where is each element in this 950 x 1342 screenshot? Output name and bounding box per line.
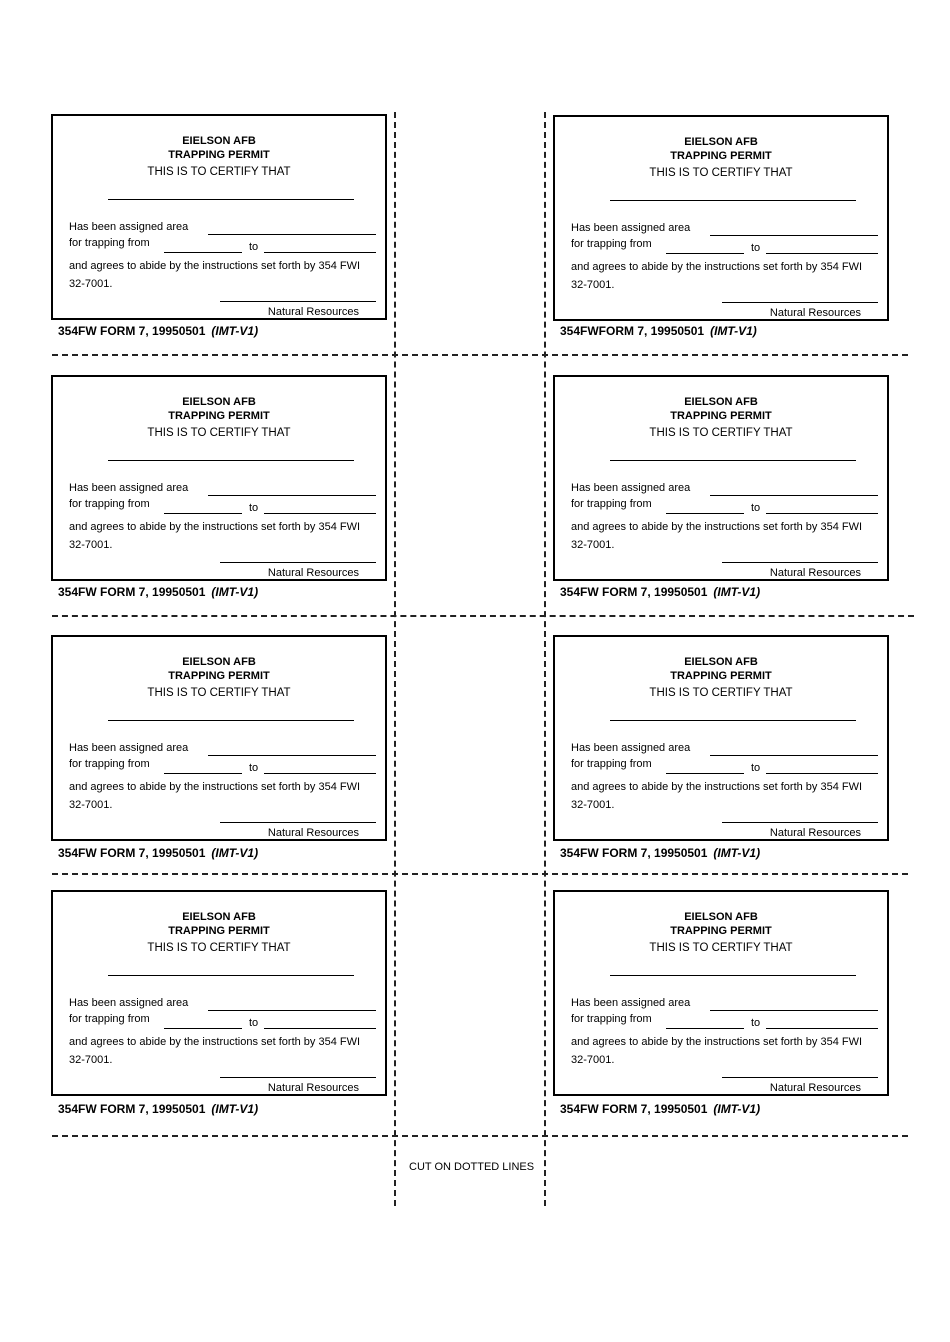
certify-text: THIS IS TO CERTIFY THAT xyxy=(147,942,291,954)
assigned-area-label: Has been assigned area xyxy=(571,742,691,754)
form-code: (IMT-V1) xyxy=(713,585,761,599)
to-label: to xyxy=(249,241,259,253)
name-field[interactable] xyxy=(108,720,354,721)
form-number: 354FW FORM 7, 19950501 xyxy=(58,846,206,860)
base-name: EIELSON AFB xyxy=(684,911,758,923)
trapping-permit-card xyxy=(553,115,889,321)
signature-label: Natural Resources xyxy=(769,1082,861,1094)
trapping-permit-card xyxy=(553,375,889,581)
signature-label: Natural Resources xyxy=(769,567,861,579)
signature-field[interactable] xyxy=(722,1077,878,1078)
to-label: to xyxy=(249,1017,259,1029)
trapping-from-label: for trapping from xyxy=(571,238,652,250)
horizontal-cut-line xyxy=(52,1135,908,1137)
signature-field[interactable] xyxy=(220,301,376,302)
trapping-to-field[interactable] xyxy=(264,252,376,253)
horizontal-cut-line xyxy=(52,354,908,356)
name-field[interactable] xyxy=(610,200,856,201)
form-code: (IMT-V1) xyxy=(211,324,259,338)
permit-title: TRAPPING PERMIT xyxy=(168,925,270,937)
permit-title: TRAPPING PERMIT xyxy=(670,670,772,682)
to-label: to xyxy=(249,762,259,774)
certify-text: THIS IS TO CERTIFY THAT xyxy=(649,427,793,439)
agreement-text-line-1: and agrees to abide by the instructions set forth by 354 FWI xyxy=(571,261,863,273)
trapping-permit-card xyxy=(51,114,387,320)
trapping-to-field[interactable] xyxy=(264,773,376,774)
agreement-text-line-1: and agrees to abide by the instructions set forth by 354 FWI xyxy=(571,781,863,793)
permit-title: TRAPPING PERMIT xyxy=(670,925,772,937)
form-number-footer xyxy=(560,324,757,338)
base-name: EIELSON AFB xyxy=(684,656,758,668)
to-label: to xyxy=(751,242,761,254)
name-field[interactable] xyxy=(610,720,856,721)
signature-field[interactable] xyxy=(722,822,878,823)
base-name: EIELSON AFB xyxy=(182,656,256,668)
certify-text: THIS IS TO CERTIFY THAT xyxy=(147,166,291,178)
form-number-footer xyxy=(560,1102,760,1116)
trapping-from-field[interactable] xyxy=(164,513,242,514)
trapping-permit-card xyxy=(553,890,889,1096)
form-number-footer xyxy=(58,585,258,599)
agreement-text-line-1: and agrees to abide by the instructions set forth by 354 FWI xyxy=(571,1036,863,1048)
trapping-from-label: for trapping from xyxy=(571,498,652,510)
certify-text: THIS IS TO CERTIFY THAT xyxy=(147,427,291,439)
form-code: (IMT-V1) xyxy=(211,1102,259,1116)
to-label: to xyxy=(751,502,761,514)
vertical-cut-line-right xyxy=(544,112,546,1206)
agreement-text-line-2: 32-7001. xyxy=(571,799,615,811)
trapping-from-field[interactable] xyxy=(666,513,744,514)
signature-field[interactable] xyxy=(220,562,376,563)
permit-title: TRAPPING PERMIT xyxy=(670,150,772,162)
base-name: EIELSON AFB xyxy=(182,135,256,147)
name-field[interactable] xyxy=(610,460,856,461)
permit-title: TRAPPING PERMIT xyxy=(168,670,270,682)
signature-label: Natural Resources xyxy=(267,1082,359,1094)
form-number: 354FWFORM 7, 19950501 xyxy=(560,324,705,338)
assigned-area-field[interactable] xyxy=(208,1010,376,1011)
to-label: to xyxy=(751,1017,761,1029)
agreement-text-line-2: 32-7001. xyxy=(571,539,615,551)
assigned-area-field[interactable] xyxy=(208,755,376,756)
trapping-to-field[interactable] xyxy=(264,1028,376,1029)
signature-field[interactable] xyxy=(220,1077,376,1078)
name-field[interactable] xyxy=(108,975,354,976)
assigned-area-label: Has been assigned area xyxy=(571,222,691,234)
assigned-area-field[interactable] xyxy=(710,235,878,236)
signature-label: Natural Resources xyxy=(769,307,861,319)
agreement-text-line-2: 32-7001. xyxy=(571,279,615,291)
certify-text: THIS IS TO CERTIFY THAT xyxy=(147,687,291,699)
form-number: 354FW FORM 7, 19950501 xyxy=(58,324,206,338)
assigned-area-field[interactable] xyxy=(208,234,376,235)
signature-label: Natural Resources xyxy=(267,827,359,839)
agreement-text-line-2: 32-7001. xyxy=(69,799,113,811)
signature-label: Natural Resources xyxy=(267,567,359,579)
assigned-area-field[interactable] xyxy=(710,755,878,756)
base-name: EIELSON AFB xyxy=(684,136,758,148)
horizontal-cut-line xyxy=(52,873,908,875)
name-field[interactable] xyxy=(108,199,354,200)
form-number-footer xyxy=(560,585,760,599)
base-name: EIELSON AFB xyxy=(684,396,758,408)
name-field[interactable] xyxy=(108,460,354,461)
name-field[interactable] xyxy=(610,975,856,976)
trapping-from-field[interactable] xyxy=(666,773,744,774)
trapping-from-field[interactable] xyxy=(666,1028,744,1029)
agreement-text-line-1: and agrees to abide by the instructions set forth by 354 FWI xyxy=(69,781,361,793)
agreement-text-line-2: 32-7001. xyxy=(69,278,113,290)
form-number: 354FW FORM 7, 19950501 xyxy=(560,585,708,599)
signature-label: Natural Resources xyxy=(267,306,359,318)
assigned-area-field[interactable] xyxy=(710,1010,878,1011)
assigned-area-label: Has been assigned area xyxy=(69,221,189,233)
to-label: to xyxy=(751,762,761,774)
form-code: (IMT-V1) xyxy=(713,846,761,860)
trapping-permit-card xyxy=(51,635,387,841)
form-number: 354FW FORM 7, 19950501 xyxy=(58,1102,206,1116)
trapping-from-label: for trapping from xyxy=(571,758,652,770)
assigned-area-label: Has been assigned area xyxy=(69,742,189,754)
signature-field[interactable] xyxy=(722,302,878,303)
trapping-from-label: for trapping from xyxy=(69,1013,150,1025)
trapping-to-field[interactable] xyxy=(766,1028,878,1029)
certify-text: THIS IS TO CERTIFY THAT xyxy=(649,687,793,699)
signature-field[interactable] xyxy=(722,562,878,563)
certify-text: THIS IS TO CERTIFY THAT xyxy=(649,167,793,179)
permit-title: TRAPPING PERMIT xyxy=(168,149,270,161)
trapping-from-field[interactable] xyxy=(164,252,242,253)
form-number-footer xyxy=(58,846,258,860)
agreement-text-line-1: and agrees to abide by the instructions set forth by 354 FWI xyxy=(571,521,863,533)
trapping-from-field[interactable] xyxy=(666,253,744,254)
horizontal-cut-line xyxy=(52,615,914,617)
trapping-from-label: for trapping from xyxy=(69,237,150,249)
trapping-permit-card xyxy=(553,635,889,841)
permit-title: TRAPPING PERMIT xyxy=(670,410,772,422)
trapping-to-field[interactable] xyxy=(264,513,376,514)
form-number: 354FW FORM 7, 19950501 xyxy=(58,585,206,599)
form-code: (IMT-V1) xyxy=(713,1102,761,1116)
assigned-area-label: Has been assigned area xyxy=(571,997,691,1009)
form-number-footer xyxy=(58,1102,258,1116)
trapping-permit-card xyxy=(51,375,387,581)
agreement-text-line-2: 32-7001. xyxy=(69,539,113,551)
certify-text: THIS IS TO CERTIFY THAT xyxy=(649,942,793,954)
base-name: EIELSON AFB xyxy=(182,911,256,923)
trapping-permit-card xyxy=(51,890,387,1096)
assigned-area-field[interactable] xyxy=(710,495,878,496)
form-number: 354FW FORM 7, 19950501 xyxy=(560,846,708,860)
assigned-area-label: Has been assigned area xyxy=(571,482,691,494)
trapping-to-field[interactable] xyxy=(766,253,878,254)
vertical-cut-line-left xyxy=(394,112,396,1206)
signature-label: Natural Resources xyxy=(769,827,861,839)
form-code: (IMT-V1) xyxy=(710,324,757,338)
base-name: EIELSON AFB xyxy=(182,396,256,408)
assigned-area-label: Has been assigned area xyxy=(69,482,189,494)
to-label: to xyxy=(249,502,259,514)
form-code: (IMT-V1) xyxy=(211,585,259,599)
form-number-footer xyxy=(58,324,258,338)
agreement-text-line-2: 32-7001. xyxy=(571,1054,615,1066)
permit-title: TRAPPING PERMIT xyxy=(168,410,270,422)
form-number-footer xyxy=(560,846,760,860)
trapping-from-label: for trapping from xyxy=(69,498,150,510)
trapping-from-label: for trapping from xyxy=(69,758,150,770)
form-code: (IMT-V1) xyxy=(211,846,259,860)
agreement-text-line-1: and agrees to abide by the instructions set forth by 354 FWI xyxy=(69,521,361,533)
cut-instruction: CUT ON DOTTED LINES xyxy=(409,1161,535,1173)
trapping-from-label: for trapping from xyxy=(571,1013,652,1025)
form-number: 354FW FORM 7, 19950501 xyxy=(560,1102,708,1116)
signature-field[interactable] xyxy=(220,822,376,823)
agreement-text-line-1: and agrees to abide by the instructions set forth by 354 FWI xyxy=(69,260,361,272)
trapping-from-field[interactable] xyxy=(164,1028,242,1029)
assigned-area-label: Has been assigned area xyxy=(69,997,189,1009)
trapping-to-field[interactable] xyxy=(766,513,878,514)
trapping-to-field[interactable] xyxy=(766,773,878,774)
assigned-area-field[interactable] xyxy=(208,495,376,496)
trapping-from-field[interactable] xyxy=(164,773,242,774)
agreement-text-line-1: and agrees to abide by the instructions set forth by 354 FWI xyxy=(69,1036,361,1048)
agreement-text-line-2: 32-7001. xyxy=(69,1054,113,1066)
